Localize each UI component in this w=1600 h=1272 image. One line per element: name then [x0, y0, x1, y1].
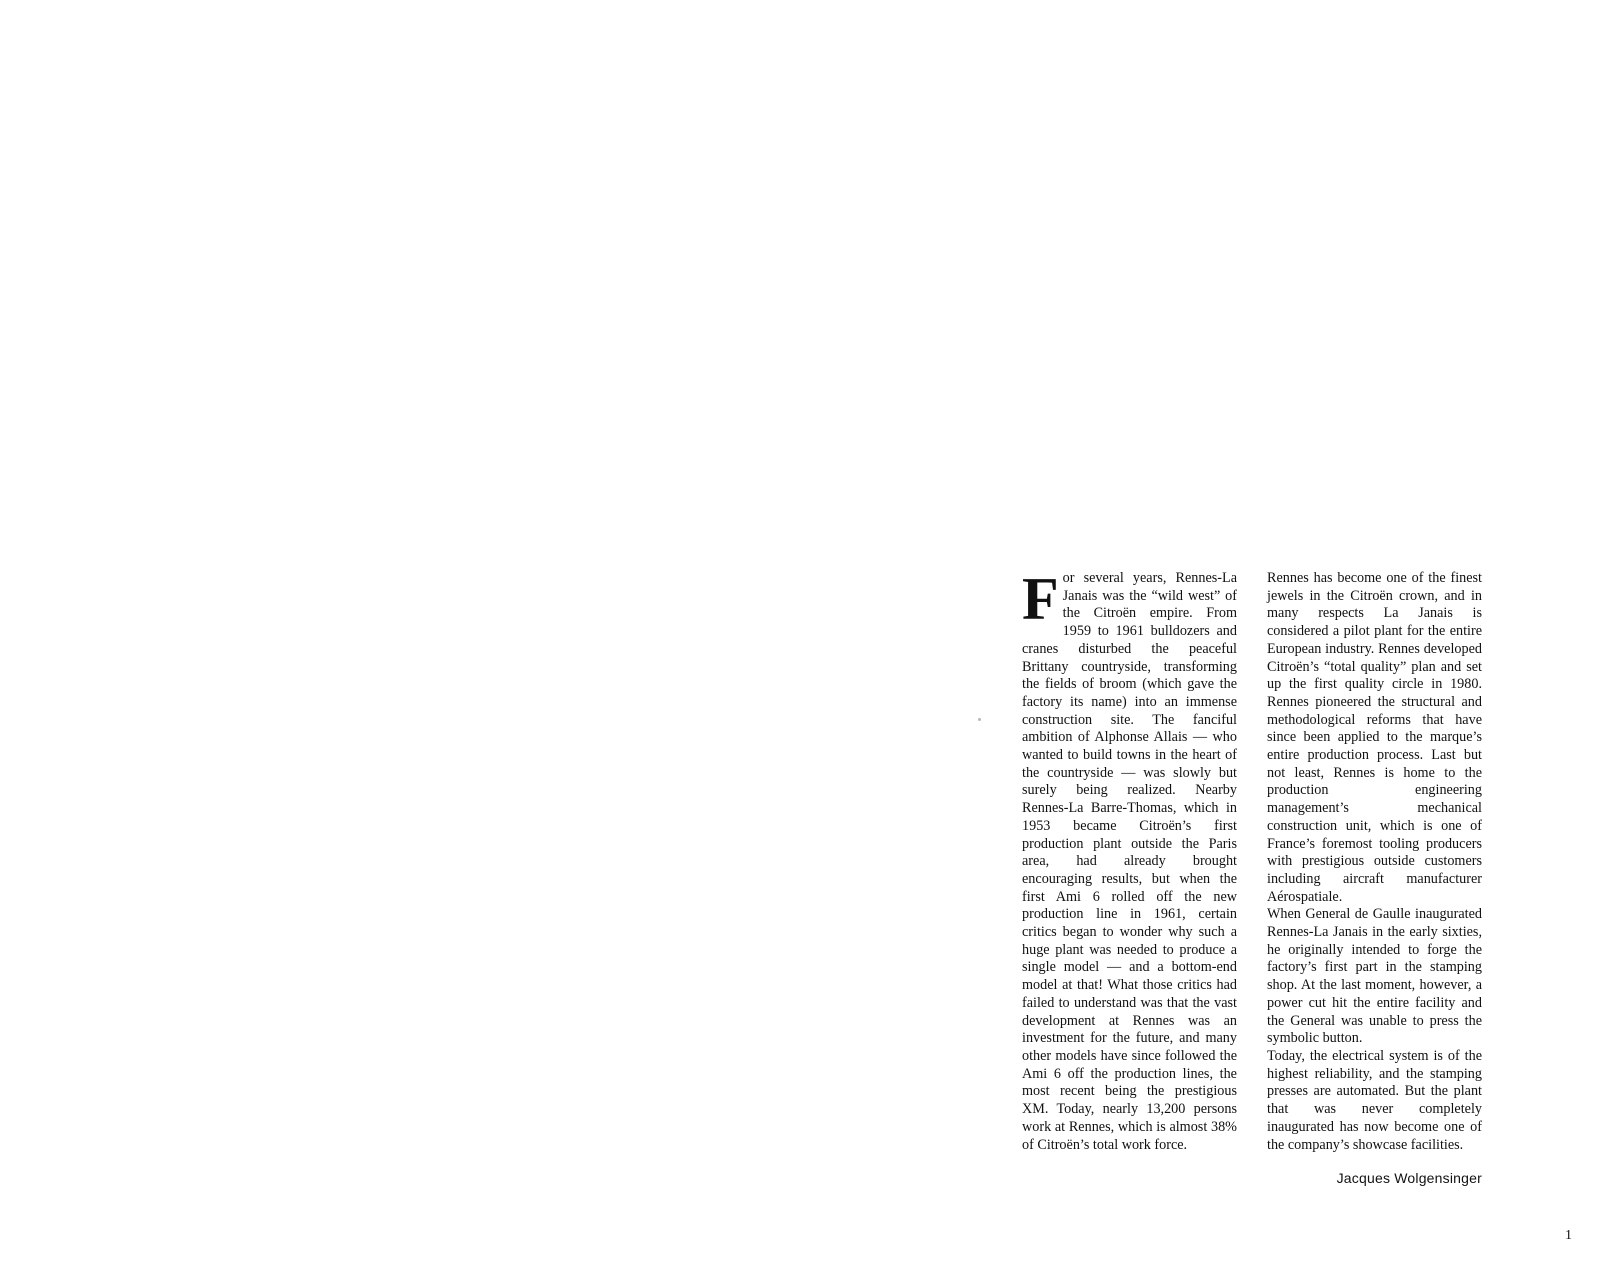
drop-cap: F	[1022, 566, 1059, 632]
right-column-paragraph-3: Today, the electrical system is of the highest reliability, and the stamping presses are automated. But the plant that was never completely inaugurated has now become one of the company’s showcase facilities.	[1267, 1047, 1482, 1153]
left-column-text: or several years, Rennes-La Janais was the “wild west” of the Citroën empire. From 1959 to 1961 bulldozers and cranes disturbed the peaceful Brittany countryside, transforming the fields of broom (which gave the factory its name) into an immense construction site. The fanciful ambition of Alphonse Allais — who wanted to build towns in the heart of the countryside — was slowly but surely being realized. Nearby Rennes-La Barre-Thomas, which in 1953 became Citroën’s first production plant outside the Paris area, had already brought encouraging results, but when the first Ami 6 rolled off the new production line in 1961, certain critics began to wonder why such a huge plant was needed to produce a single model — and a bottom-end model at that! What those critics had failed to understand was that the vast development at Rennes was an investment for the future, and many other models have since followed the Ami 6 off the production lines, the most recent being the prestigious XM. Today, nearly 13,200 persons work at Rennes, which is almost 38% of Citroën’s total work force.	[1022, 570, 1237, 1153]
right-column-paragraph-2: When General de Gaulle inaugurated Rennes-La Janais in the early sixties, he originally intended to forge the factory’s first part in the stamping shop. At the last moment, however, a power cut hit the entire facility and the General was unable to press the symbolic button.	[1267, 906, 1482, 1047]
page-speck	[978, 718, 981, 721]
column-left	[1022, 566, 1237, 1154]
left-column-paragraph	[1022, 566, 1237, 1154]
column-right	[1267, 570, 1482, 1186]
right-column-paragraph-1: Rennes has become one of the finest jewels in the Citroën crown, and in many respects La Janais is considered a pilot plant for the entire European industry. Rennes developed Citroën’s “total quality” plan and set up the first quality circle in 1980. Rennes pioneered the structural and methodological reforms that have since been applied to the marque’s entire production process. Last but not least, Rennes is home to the production engineering management’s mechanical construction unit, which is one of France’s foremost tooling producers with prestigious outside customers including aircraft manufacturer Aérospatiale.	[1267, 570, 1482, 905]
author-signature: Jacques Wolgensinger	[1336, 1170, 1482, 1187]
page-number: 1	[1565, 1228, 1572, 1243]
article-body	[1022, 566, 1482, 1187]
two-column-layout	[1022, 566, 1482, 1187]
